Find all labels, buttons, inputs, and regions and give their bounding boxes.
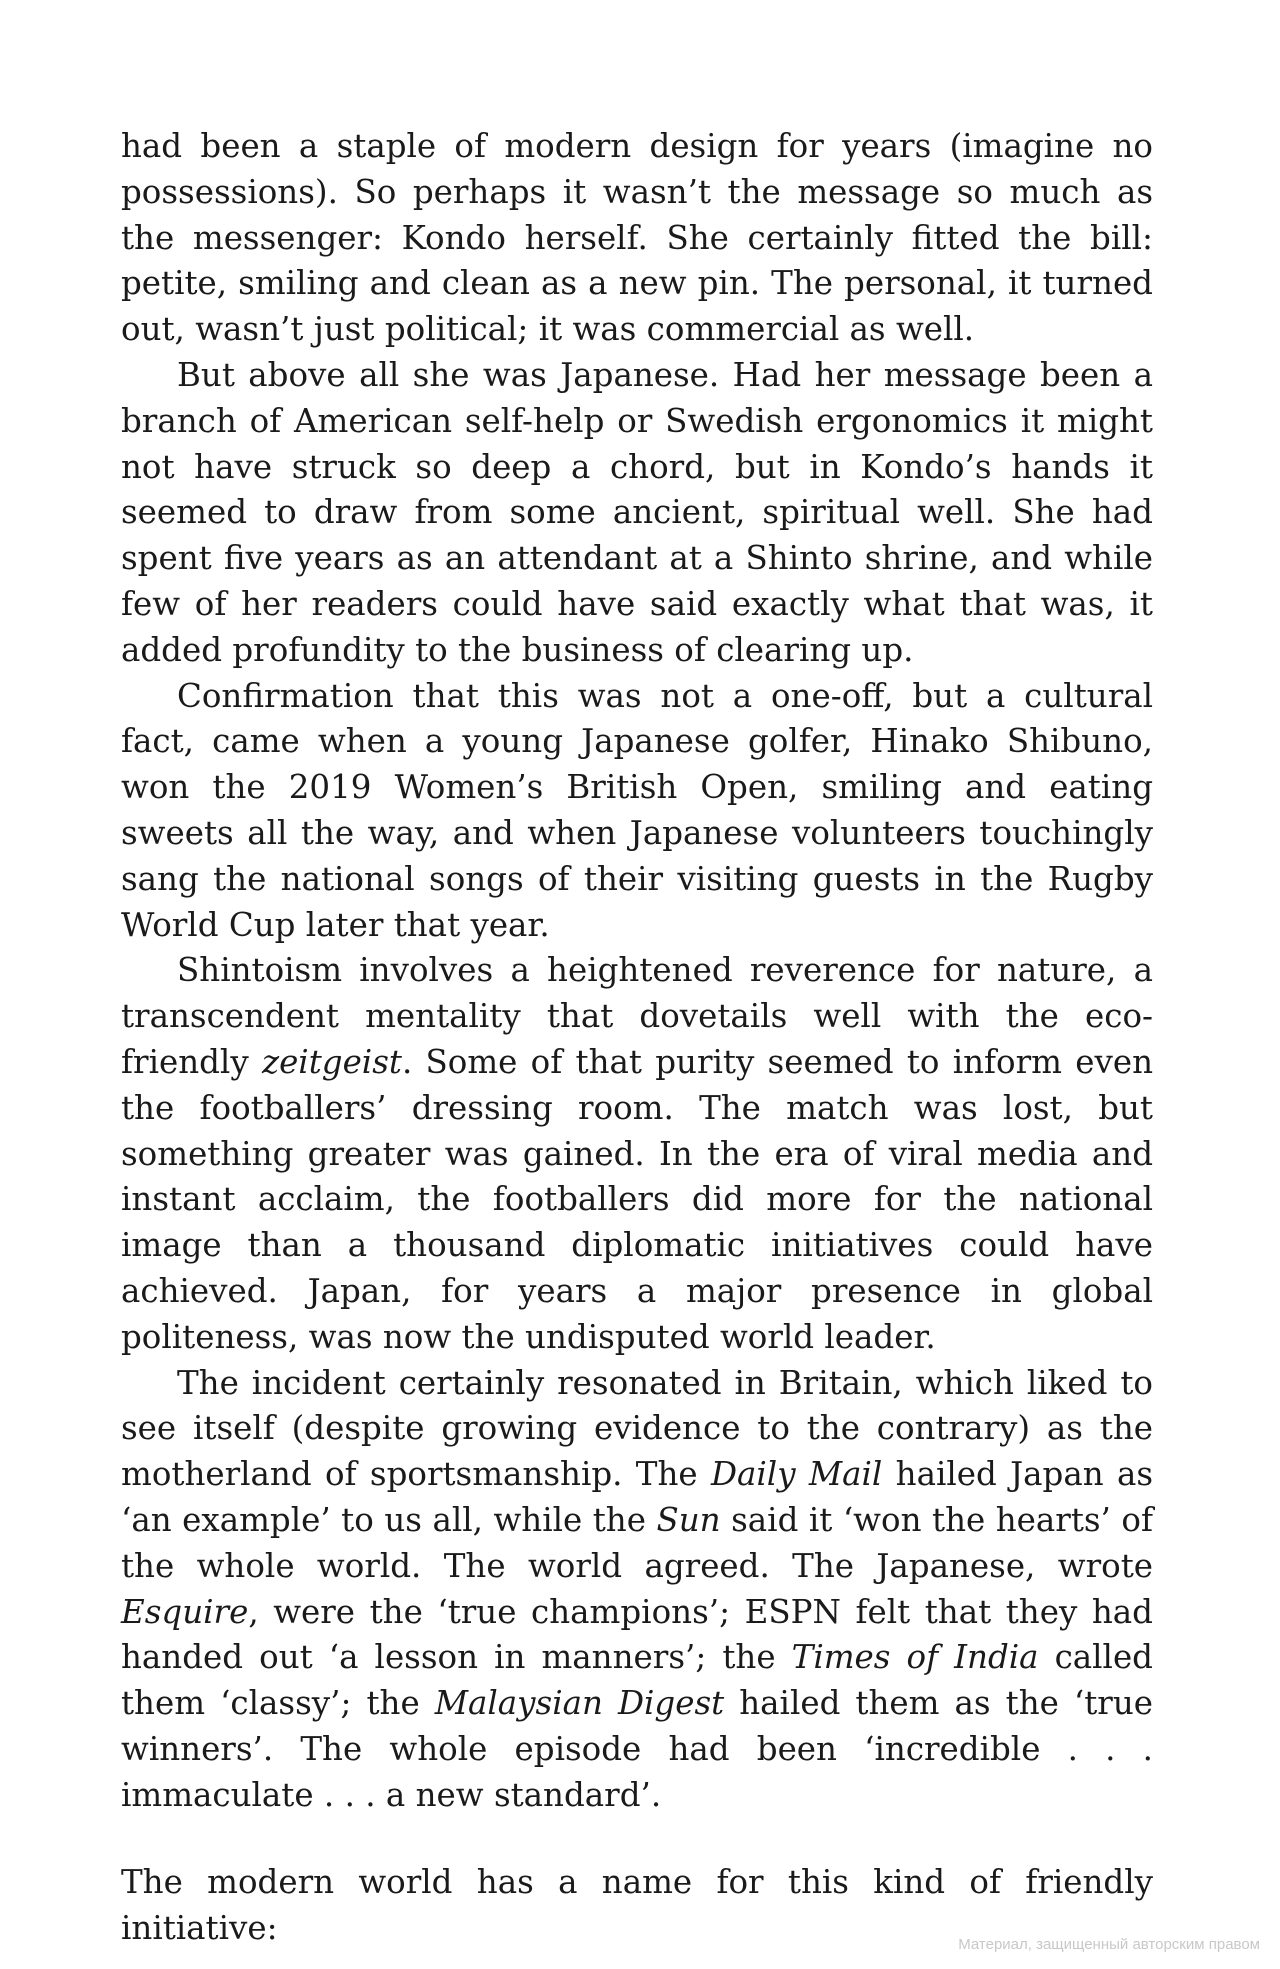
italic-title-text: Esquire (121, 1592, 249, 1631)
paragraph-text: had been a staple of modern design for years (imagine no possessions). So perhaps it wasn’t the message so much as the messenger: Kondo herself. She certainly fitted the bill: petite, smiling and clean as a new pin. The personal, it turned out, wasn’t just political; it was commercial as well. (121, 127, 1153, 349)
paragraph-text: said it ‘won the hearts’ of the whole world. The world agreed. The Japanese, wrote (121, 1500, 1153, 1585)
paragraph-text: . Some of that purity seemed to inform even the footballers’ dressing room. The match was lost, but something greater was gained. In the era of viral media and instant acclaim, the footballers did more for the national image than a thousand diplomatic initiatives could have achieved. Japan, for years a major presence in global politeness, was now the undisputed world leader. (121, 1042, 1153, 1356)
body-paragraph (121, 353, 1153, 674)
italic-title-text: zeitgeist (261, 1042, 402, 1081)
copyright-watermark: Материал, защищенный авторским правом (958, 1936, 1260, 1953)
italic-title-text: Malaysian Digest (434, 1684, 725, 1723)
italic-title-text: Times of India (791, 1638, 1039, 1677)
paragraph-text: hailed Japan as ‘an example’ to us all, while the (121, 1455, 1153, 1539)
body-paragraph (121, 674, 1153, 949)
paragraph-text: Confirmation that this was not a one-off, but a cultural fact, came when a young Japanese golfer, Hinako Shibuno, won the 2019 Women’s British Open, smiling and eating sweets all the way, and when Japanese volunteers touchingly sang the national songs of their visiting guests in the Rugby World Cup later that year. (121, 676, 1153, 944)
paragraph-text: called them ‘classy’; the (121, 1638, 1153, 1723)
paragraph-text: hailed them as the ‘true winners’. The whole episode had been ‘incredible . . . immaculate . . . a new standard’. (121, 1684, 1154, 1814)
paragraph-text: The modern world has a name for this kind of friendly initiative: (121, 1863, 1153, 1948)
body-paragraph (121, 124, 1153, 353)
italic-title-text: Sun (656, 1500, 721, 1539)
body-paragraph (121, 948, 1153, 1360)
body-paragraph (121, 1361, 1153, 1819)
book-page-body (121, 124, 1153, 1952)
paragraph-text: Shintoism involves a heightened reverence for nature, a transcendent mentality that dovetails well with the eco-friendly (121, 951, 1153, 1081)
paragraph-text: The incident certainly resonated in Britain, which liked to see itself (despite growing evidence to the contrary) as the motherland of sportsmanship. The (121, 1363, 1153, 1494)
paragraph-text: But above all she was Japanese. Had her message been a branch of American self-help or Swedish ergonomics it might not have struck so deep a chord, but in Kondo’s hands it seemed to draw from some ancient, spiritual well. She had spent five years as an attendant at a Shinto shrine, and while few of her readers could have said exactly what that was, it added profundity to the business of clearing up. (121, 355, 1153, 669)
italic-title-text: Daily Mail (710, 1455, 883, 1494)
paragraph-text: , were the ‘true champions’; ESPN felt that they had handed out ‘a lesson in manners’; the (121, 1592, 1153, 1677)
